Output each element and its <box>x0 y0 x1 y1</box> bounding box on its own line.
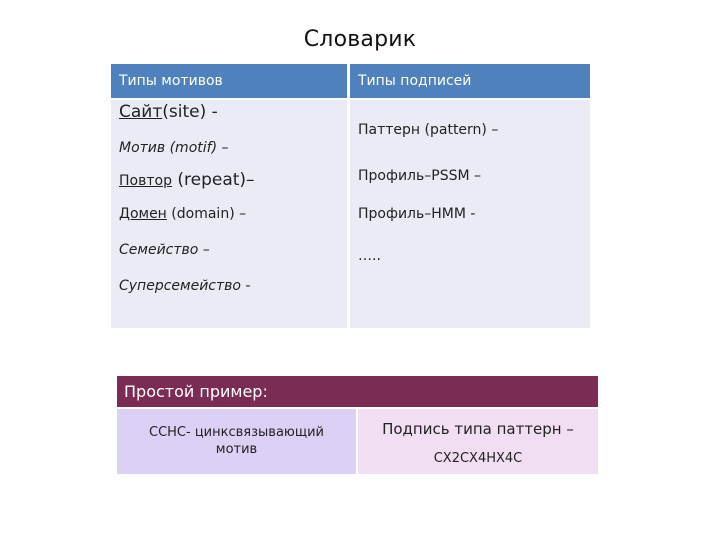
term-domain-word: Домен <box>119 206 167 222</box>
example-motif-line-2: мотив <box>215 442 258 457</box>
term-site-rest: (site) - <box>162 102 218 122</box>
term-site-word: Сайт <box>119 102 163 122</box>
example-header: Простой пример: <box>117 376 598 407</box>
sig-ellipsis: ….. <box>358 248 381 264</box>
example-signature-line-1: Подпись типа паттерн – <box>382 420 574 438</box>
signature-types-column <box>350 100 590 328</box>
example-motif-line-1: CCHC- цинксвязывающий <box>149 425 324 440</box>
sig-pattern: Паттерн (pattern) – <box>358 122 499 138</box>
term-family: Семейство – <box>119 242 210 258</box>
term-motif: Мотив (motif) – <box>119 140 229 156</box>
motif-types-column <box>111 100 347 328</box>
term-superfamily: Суперсемейство - <box>119 278 251 294</box>
header-motif-types: Типы мотивов <box>111 64 347 98</box>
term-repeat-word: Повтор <box>119 173 172 189</box>
example-motif-cell <box>117 409 356 474</box>
example-signature-cell <box>358 409 598 474</box>
vocabulary-table <box>111 64 590 328</box>
term-repeat <box>119 170 255 190</box>
example-signature-line-2: CX2CX4HX4C <box>433 451 523 466</box>
example-table <box>117 376 598 474</box>
slide-title: Словарик <box>303 27 417 52</box>
term-repeat-rest: (repeat)– <box>171 170 255 190</box>
header-signature-types: Типы подписей <box>350 64 590 98</box>
sig-pssm: Профиль–PSSM – <box>358 168 481 184</box>
term-domain <box>119 206 246 222</box>
term-domain-rest: (domain) – <box>166 206 247 222</box>
term-site <box>119 102 218 122</box>
sig-hmm: Профиль–HMM - <box>358 206 476 222</box>
